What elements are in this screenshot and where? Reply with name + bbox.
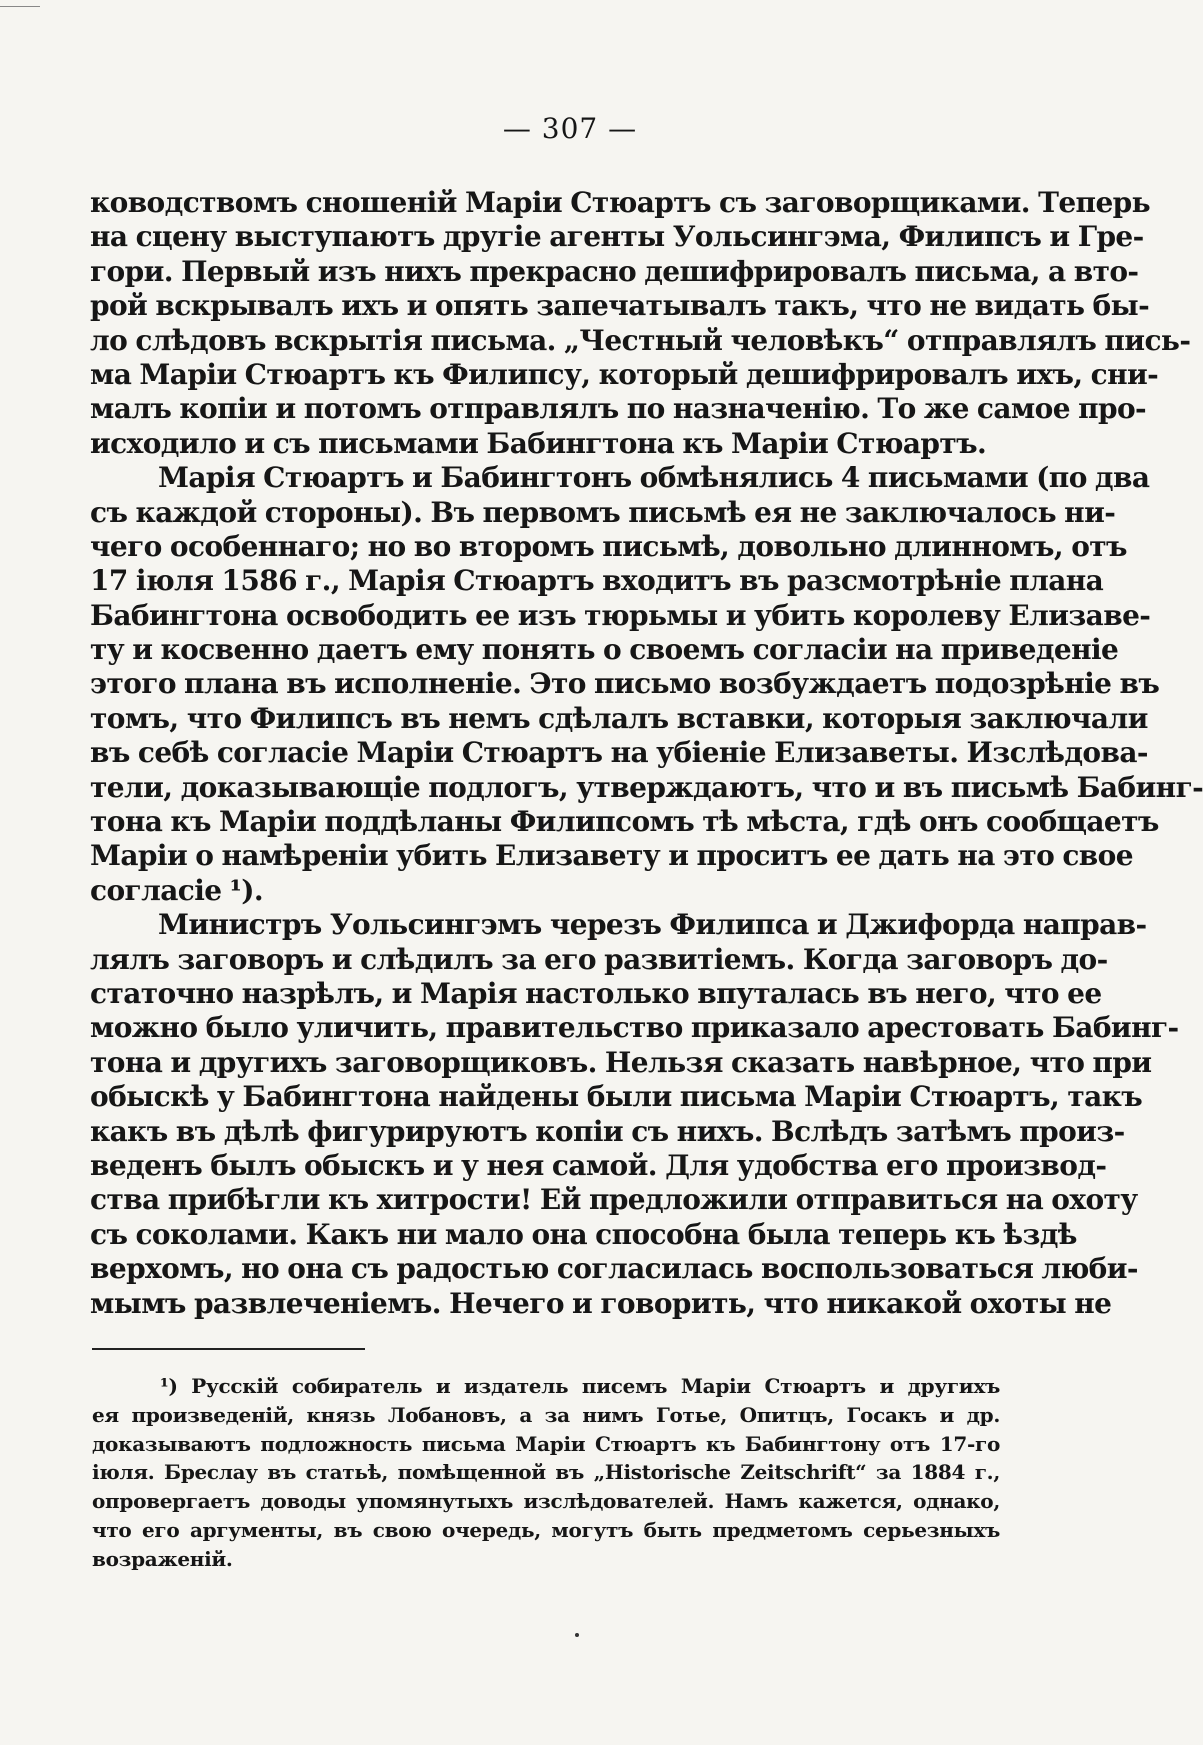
text-line-with-footnote-ref: согласіе ¹). — [90, 873, 264, 907]
footnote-line: ¹) Русскій собиратель и издатель писемъ Маріи Стюартъ и другихъ — [160, 1374, 1000, 1398]
print-speck — [575, 1633, 579, 1637]
text-line: мымъ развлеченіемъ. Нечего и говорить, что никакой охоты не — [90, 1286, 1112, 1320]
text-line: съ соколами. Какъ ни мало она способна была теперь къ ѣздѣ — [90, 1217, 1077, 1251]
text-line: статочно назрѣлъ, и Марія настолько впуталась въ него, что ее — [90, 976, 1102, 1010]
text-line: ма Маріи Стюартъ къ Филипсу, который дешифрировалъ ихъ, сни- — [90, 357, 1159, 391]
footnote-line: доказываютъ подложность письма Маріи Стюартъ къ Бабингтону отъ 17-го — [92, 1431, 1000, 1456]
text-line: ту и косвенно даетъ ему понять о своемъ согласіи на приведеніе — [90, 633, 1119, 667]
footnote-line: что его аргументы, въ свою очередь, могутъ быть предметомъ серьезныхъ — [92, 1517, 1000, 1542]
text-line: гори. Первый изъ нихъ прекрасно дешифрировалъ письма, а вто- — [90, 254, 1139, 288]
paragraph-start-line: Марія Стюартъ и Бабингтонъ обмѣнялись 4 письмами (по два — [158, 461, 1150, 495]
footnote-line: опровергаетъ доводы упомянутыхъ изслѣдователей. Намъ кажется, однако, — [92, 1489, 1000, 1514]
text-line: 17 іюля 1586 г., Марія Стюартъ входитъ въ разсмотрѣніе плана — [90, 564, 1104, 598]
text-line: рой вскрывалъ ихъ и опять запечатывалъ такъ, что не видать бы- — [90, 289, 1150, 323]
text-line: верхомъ, но она съ радостью согласилась воспользоваться люби- — [90, 1252, 1138, 1286]
text-line: Маріи о намѣреніи убить Елизавету и проситъ ее дать на это свое — [90, 839, 1133, 873]
text-line: веденъ былъ обыскъ и у нея самой. Для удобства его производ- — [90, 1148, 1107, 1182]
text-line: обыскѣ у Бабингтона найдены были письма Маріи Стюартъ, такъ — [90, 1080, 1143, 1114]
text-line: на сцену выступаютъ другіе агенты Уольсингэма, Филипсъ и Гре- — [90, 220, 1144, 254]
text-line: лялъ заговоръ и слѣдилъ за его развитіемъ. Когда заговоръ до- — [90, 942, 1108, 976]
text-line: этого плана въ исполненіе. Это письмо возбуждаетъ подозрѣніе въ — [90, 667, 1160, 701]
text-line: тели, доказывающіе подлогъ, утверждаютъ, что и въ письмѣ Бабинг- — [90, 770, 1203, 804]
text-line: малъ копіи и потомъ отправлялъ по назначенію. То же самое про- — [90, 392, 1147, 426]
text-line: тона къ Маріи поддѣланы Филипсомъ тѣ мѣста, гдѣ онъ сообщаетъ — [90, 805, 1159, 839]
text-line: тона и другихъ заговорщиковъ. Нельзя сказать навѣрное, что при — [90, 1045, 1152, 1079]
text-line: Бабингтона освободить ее изъ тюрьмы и убить королеву Елизаве- — [90, 598, 1151, 632]
footnote-line: возраженій. — [92, 1546, 233, 1571]
text-line: можно было уличить, правительство приказало арестовать Бабинг- — [90, 1011, 1179, 1045]
page-number: — 307 — — [502, 112, 638, 145]
footnote-line: ея произведеній, князь Лобановъ, а за нимъ Готье, Опитцъ, Госакъ и др. — [92, 1402, 1000, 1427]
footnotes — [92, 1372, 1000, 1574]
text-line: исходило и съ письмами Бабингтона къ Маріи Стюартъ. — [90, 426, 987, 460]
footnote-divider — [92, 1348, 365, 1350]
paragraph-start-line: Министръ Уольсингэмъ черезъ Филипса и Джифорда направ- — [158, 908, 1147, 942]
text-line: въ себѣ согласіе Маріи Стюартъ на убіеніе Елизаветы. Изслѣдова- — [90, 736, 1148, 770]
text-line: томъ, что Филипсъ въ немъ сдѣлалъ вставки, которыя заключали — [90, 701, 1148, 735]
scan-edge-mark — [0, 6, 40, 7]
text-line: ства прибѣгли къ хитрости! Ей предложили отправиться на охоту — [90, 1183, 1138, 1217]
footnote-line: іюля. Бреслау въ статьѣ, помѣщенной въ „Historische Zeitschrift“ за 1884 г., — [92, 1460, 1000, 1485]
text-line: ло слѣдовъ вскрытія письма. „Честный человѣкъ“ отправлялъ пись- — [90, 323, 1191, 357]
text-line: съ каждой стороны). Въ первомъ письмѣ ея не заключалось ни- — [90, 495, 1116, 529]
text-line: какъ въ дѣлѣ фигурируютъ копіи съ нихъ. Вслѣдъ затѣмъ произ- — [90, 1114, 1125, 1148]
body-text — [90, 186, 1203, 1321]
text-line: чего особеннаго; но во второмъ письмѣ, довольно длинномъ, отъ — [90, 529, 1127, 563]
text-line: ководствомъ сношеній Маріи Стюартъ съ заговорщиками. Теперь — [90, 186, 1151, 219]
